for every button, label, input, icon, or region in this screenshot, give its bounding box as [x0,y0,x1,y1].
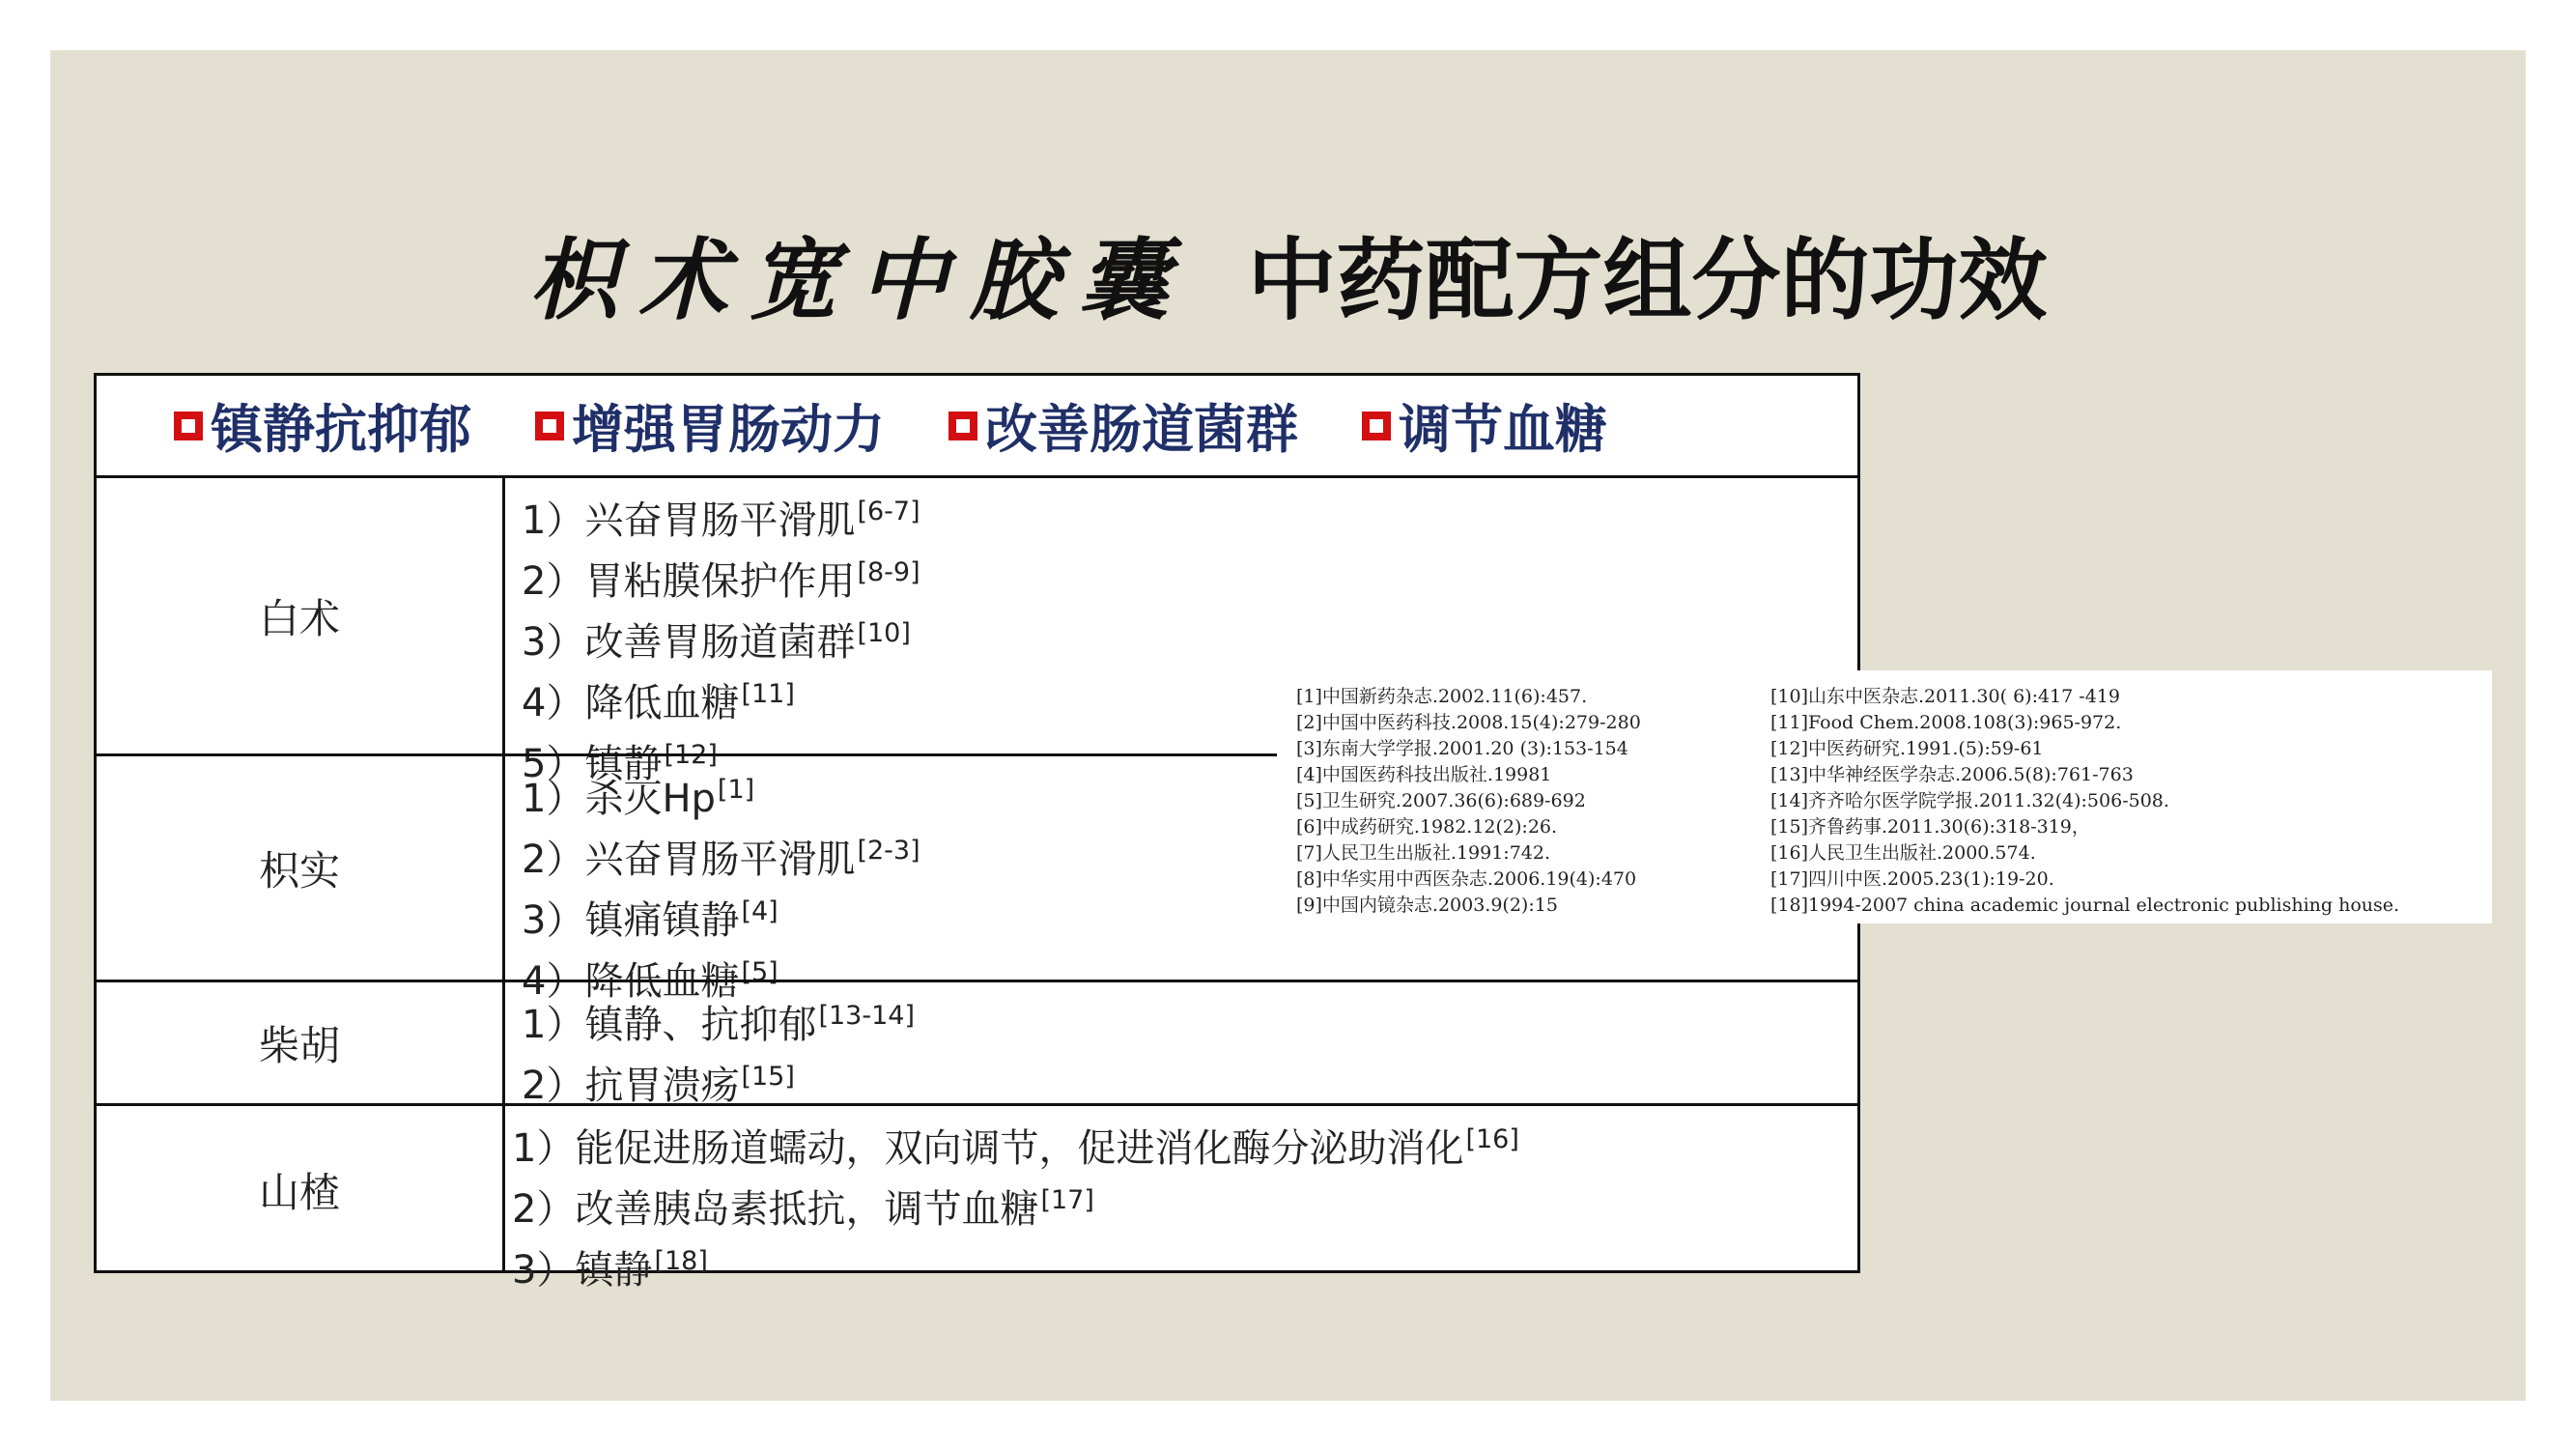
herb-name: 白术 [97,478,505,753]
citation: [18] [654,1246,708,1276]
category-item [948,388,1298,463]
herb-name: 柴胡 [97,982,505,1103]
slide-title [0,220,2576,332]
square-bullet-icon [948,412,977,440]
reference-entry: [15]齐鲁药事.2011.30(6):318-319， [1770,816,2090,838]
effect-item: 1）兴奋胃肠平滑肌[6-7] [522,497,920,543]
effects-list [522,990,1857,1112]
category-item [174,388,471,463]
square-bullet-icon [174,412,203,440]
reference-entry: [5]卫生研究.2007.36(6):689-692 [1296,790,1586,811]
citation: [2-3] [857,836,920,866]
references-column-right [1770,684,2399,919]
effect-item: 4）降低血糖[5] [522,957,778,1004]
effect-item: 1）杀灭Hp[1] [522,775,755,821]
effect-item: 5）镇静[12] [522,740,718,786]
reference-entry: [1]中国新药杂志.2002.11(6):457. [1296,686,1588,707]
reference-entry: [13]中华神经医学杂志.2006.5(8):761-763 [1770,764,2134,785]
citation: [8-9] [857,557,920,587]
citation: [17] [1040,1185,1094,1215]
effect-item: 1）能促进肠道蠕动，双向调节，促进消化酶分泌助消化[16] [512,1124,1519,1171]
effects-list [512,1114,1857,1296]
category-item [1362,388,1607,463]
title-brand: 枳术宽中胶囊 [528,228,1190,332]
square-bullet-icon [535,412,564,440]
effect-item: 2）改善胰岛素抵抗，调节血糖[17] [512,1185,1094,1232]
category-label: 调节血糖 [1399,399,1607,460]
citation: [1] [717,775,755,805]
reference-entry: [18]1994-2007 china academic journal electronic publishing house. [1770,895,2400,916]
references-column-left [1296,684,1641,919]
reference-entry: [3]东南大学学报.2001.20 (3):153-154 [1296,738,1628,759]
citation: [13-14] [818,1001,915,1031]
reference-entry: [9]中国内镜杂志.2003.9(2):15 [1296,895,1558,916]
table-row [97,1103,1857,1293]
reference-entry: [14]齐齐哈尔医学院学报.2011.32(4):506-508. [1770,790,2169,811]
citation: [11] [741,679,795,709]
reference-entry: [10]山东中医杂志.2011.30( 6):417 -419 [1770,686,2120,707]
citation: [16] [1465,1124,1519,1154]
category-header-row [97,376,1857,475]
citation: [6-7] [857,497,920,526]
citation: [15] [741,1062,795,1092]
effect-item: 3）镇静[18] [512,1246,708,1293]
herb-name: 枳实 [97,756,505,980]
effect-item: 4）降低血糖[11] [522,679,795,725]
effect-item: 3）镇痛镇静[4] [522,896,778,943]
reference-entry: [2]中国中医药科技.2008.15(4):279-280 [1296,712,1641,733]
effect-item: 3）改善胃肠道菌群[10] [522,618,911,665]
reference-entry: [6]中成药研究.1982.12(2):26. [1296,816,1558,838]
references-box [1277,670,2492,923]
reference-entry: [4]中国医药科技出版社.19981 [1296,764,1552,785]
effect-item: 1）镇静、抗抑郁[13-14] [522,1001,915,1047]
category-label: 镇静抗抑郁 [211,399,471,460]
herb-name: 山楂 [97,1106,505,1273]
citation: [10] [857,618,911,648]
citation: [4] [741,896,778,926]
table-row [97,980,1857,1108]
effect-item: 2）兴奋胃肠平滑肌[2-3] [522,836,920,882]
title-main: 中药配方组分的功效 [1247,229,2048,332]
reference-entry: [16]人民卫生出版社.2000.574. [1770,842,2036,864]
effect-item: 2）胃粘膜保护作用[8-9] [522,557,920,604]
reference-entry: [8]中华实用中西医杂志.2006.19(4):470 [1296,868,1637,890]
citation: [5] [741,957,778,987]
reference-entry: [12]中医药研究.1991.(5):59-61 [1770,738,2044,759]
reference-entry: [17]四川中医.2005.23(1):19-20. [1770,868,2054,890]
reference-entry: [11]Food Chem.2008.108(3):965-972. [1770,712,2122,733]
category-label: 增强胃肠动力 [572,399,885,460]
category-label: 改善肠道菌群 [985,399,1298,460]
effect-item: 2）抗胃溃疡[15] [522,1062,795,1108]
reference-entry: [7]人民卫生出版社.1991:742. [1296,842,1551,864]
square-bullet-icon [1362,412,1391,440]
category-item [535,388,885,463]
citation: [12] [664,740,718,770]
